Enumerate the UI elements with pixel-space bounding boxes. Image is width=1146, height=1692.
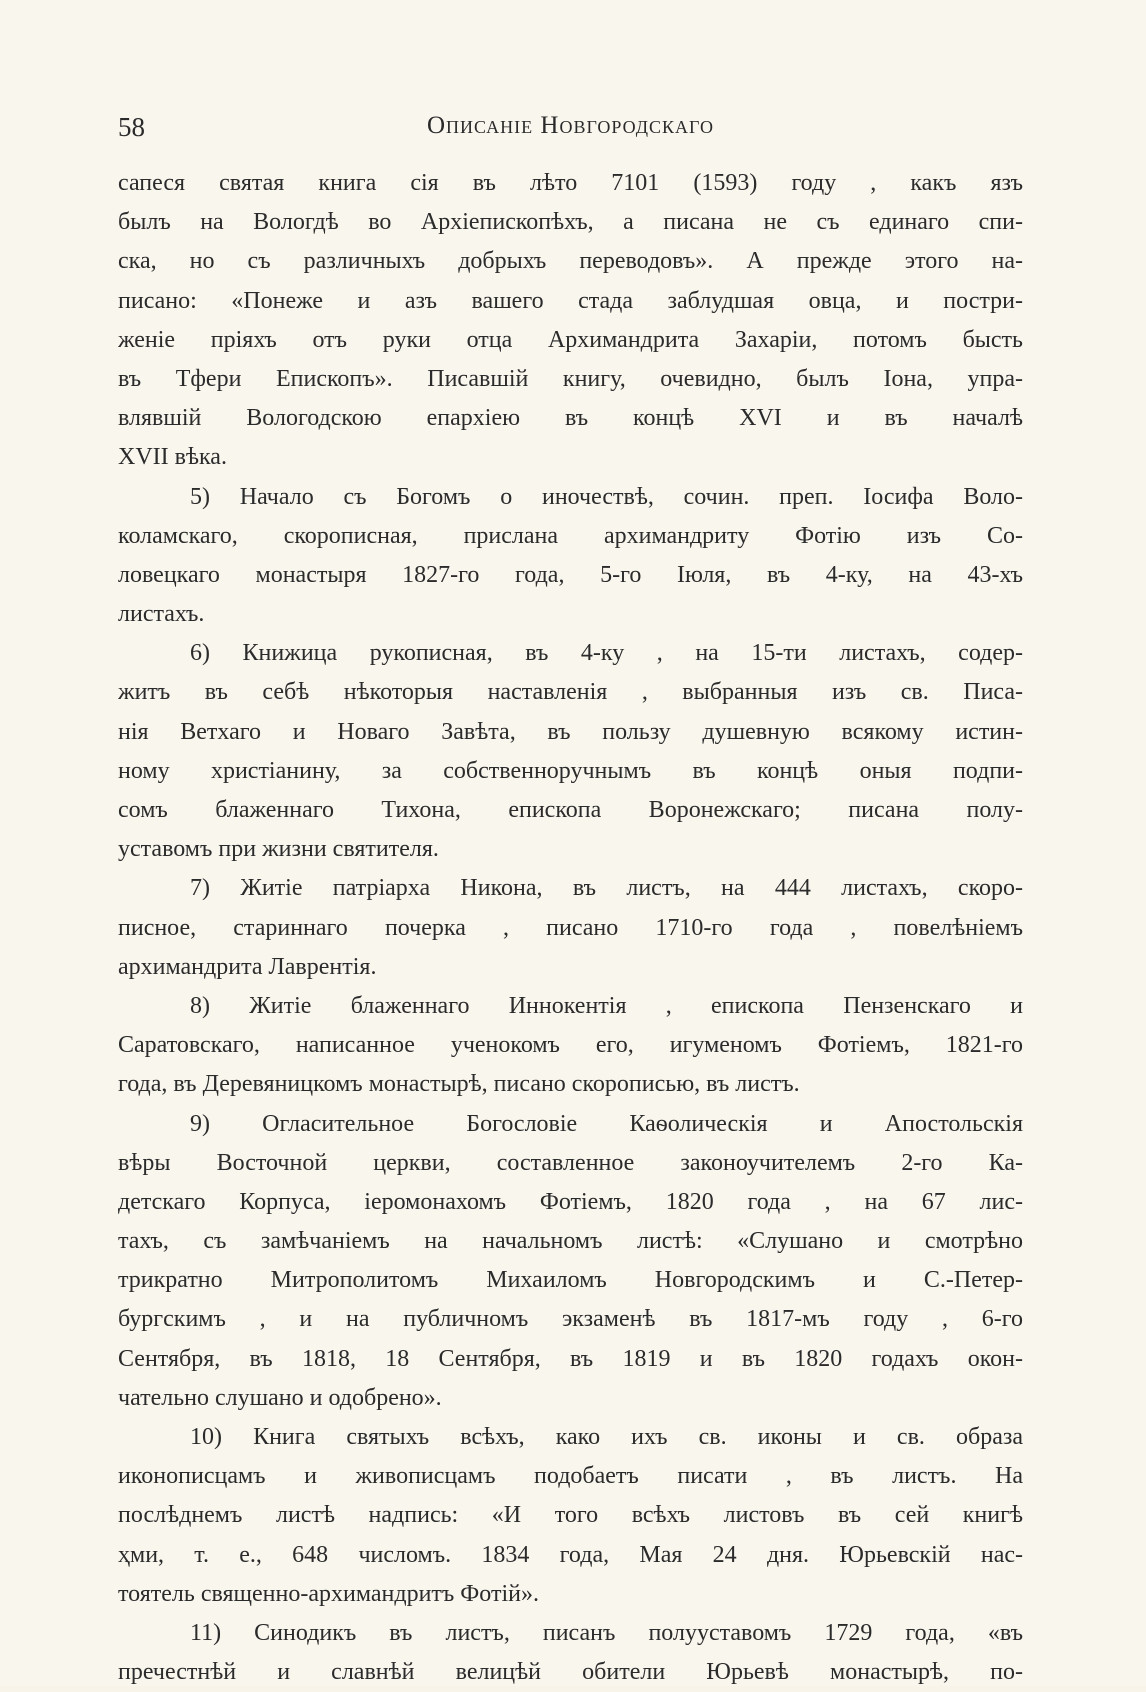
text-line: ҳми, т. е., 648 числомъ. 1834 года, Мая 24 дня. Юрьевскій нас- [118, 1541, 1023, 1568]
text-line: коламскаго, скорописная, прислана архимандриту Фотію изъ Со- [118, 522, 1023, 549]
text-line: XVII вѣка. [118, 444, 227, 471]
text-line: въ Тфери Епископъ». Писавшій книгу, очевидно, былъ Іона, упра- [118, 365, 1023, 392]
page-header [118, 112, 1023, 152]
text-line: иконописцамъ и живописцамъ подобаетъ писати , въ листъ. На [118, 1463, 1023, 1490]
text-line: сомъ блаженнаго Тихона, епископа Воронежскаго; писана полу- [118, 797, 1023, 823]
text-line: ному христіанину, за собственноручнымъ въ концѣ оныя подпи- [118, 757, 1023, 784]
text-line: 11) Синодикъ въ листъ, писанъ полууставомъ 1729 года, «въ [190, 1619, 1023, 1646]
text-line: года, въ Деревяницкомъ монастырѣ, писано скорописью, въ листъ. [118, 1071, 800, 1098]
text-line: уставомъ при жизни святителя. [118, 836, 439, 863]
text-line: 7) Житіе патріарха Никона, въ листъ, на 444 листахъ, скоро- [190, 875, 1023, 902]
text-line: 9) Огласительное Богословіе Каѳолическія и Апостольскія [190, 1110, 1023, 1137]
text-line: женіе пріяхъ отъ руки отца Архимандрита Захаріи, потомъ бысть [118, 326, 1023, 353]
text-line: влявшій Вологодскою епархіею въ концѣ XVI и въ началѣ [118, 405, 1023, 432]
text-line: трикратно Митрополитомъ Михаиломъ Новгородскимъ и С.-Петер- [118, 1267, 1023, 1294]
text-line: писано: «Понеже и азъ вашего стада заблудшая овца, и постри- [118, 287, 1023, 314]
text-line: детскаго Корпуса, іеромонахомъ Фотіемъ, 1820 года , на 67 лис- [118, 1188, 1023, 1215]
text-line: тоятель священно-архимандритъ Фотій». [118, 1580, 539, 1607]
text-line: ловецкаго монастыря 1827-го года, 5-го Іюля, въ 4-ку, на 43-хъ [118, 561, 1023, 588]
text-line: послѣднемъ листѣ надпись: «И того всѣхъ листовъ въ сей книгѣ [118, 1502, 1023, 1529]
text-line: архимандрита Лаврентія. [118, 953, 377, 980]
text-line: бургскимъ , и на публичномъ экзаменѣ въ 1817-мъ году , 6-го [118, 1306, 1023, 1333]
text-line: Саратовскаго, написанное ученокомъ его, игуменомъ Фотіемъ, 1821-го [118, 1032, 1023, 1059]
text-line: листахъ. [118, 601, 205, 628]
text-line: вѣры Восточной церкви, составленное законоучителемъ 2-го Ка- [118, 1149, 1023, 1176]
text-line: 6) Книжица рукописная, въ 4-ку , на 15-ти листахъ, содер- [190, 640, 1023, 667]
text-line: житъ въ себѣ нѣкоторыя наставленія , выбранныя изъ св. Писа- [118, 679, 1023, 706]
text-line: чательно слушано и одобрено». [118, 1384, 442, 1411]
text-line: писное, стариннаго почерка , писано 1710-го года , повелѣніемъ [118, 914, 1023, 941]
text-line: ска, но съ различныхъ добрыхъ переводовъ». А прежде этого на- [118, 248, 1023, 275]
text-line: пречестнѣй и славнѣй велицѣй обители Юрьевѣ монастырѣ, по- [118, 1659, 1023, 1686]
text-line: нія Ветхаго и Новаго Завѣта, въ пользу душевную всякому истин- [118, 718, 1023, 745]
text-line: сапеся святая книга сія въ лѣто 7101 (1593) году , какъ язъ [118, 170, 1023, 196]
text-line: Сентября, въ 1818, 18 Сентября, въ 1819 и въ 1820 годахъ окон- [118, 1345, 1023, 1372]
running-title: Описаніе Новгородскаго [427, 112, 714, 139]
page-number: 58 [118, 112, 145, 142]
text-line: 5) Начало съ Богомъ о иночествѣ, сочин. преп. Іосифа Воло- [190, 483, 1023, 510]
text-line: 8) Житіе блаженнаго Иннокентія , епископа Пензенскаго и [190, 992, 1023, 1019]
body-text [118, 164, 1023, 1692]
text-line: 10) Книга святыхъ всѣхъ, како ихъ св. иконы и св. образа [190, 1424, 1023, 1450]
text-line: тахъ, съ замѣчаніемъ на начальномъ листѣ: «Слушано и смотрѣно [118, 1228, 1023, 1255]
text-line: былъ на Вологдѣ во Архіепископѣхъ, а писана не съ единаго спи- [118, 209, 1023, 236]
